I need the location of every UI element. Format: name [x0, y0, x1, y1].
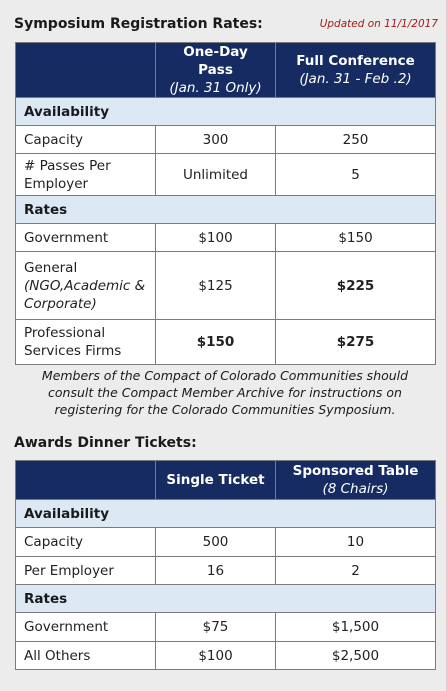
symposium-header [14, 16, 438, 36]
cell-value: $150 [156, 320, 276, 365]
row-label: Professional Services Firms [16, 320, 156, 365]
column-header-single-ticket [156, 461, 276, 500]
column-header-one-day-pass [156, 43, 276, 98]
row-label: # Passes Per Employer [16, 154, 156, 196]
awards-title: Awards Dinner Tickets: [14, 435, 197, 451]
column-name: Sponsored Table [292, 463, 419, 479]
category-row-availability [16, 98, 436, 126]
cell-value: $1,500 [276, 613, 436, 642]
header-blank-cell [16, 461, 156, 500]
row-label: General [24, 259, 78, 276]
cell-value: $125 [156, 252, 276, 320]
row-label: Capacity [16, 126, 156, 154]
row-label: Capacity [16, 528, 156, 557]
table-row [16, 252, 436, 320]
cell-value: 500 [156, 528, 276, 557]
column-header-sponsored-table [276, 461, 436, 500]
row-label: Per Employer [16, 557, 156, 585]
cell-value: $225 [276, 252, 436, 320]
cell-value: 250 [276, 126, 436, 154]
category-label: Availability [16, 500, 436, 528]
symposium-title: Symposium Registration Rates: [14, 16, 263, 32]
cell-value: 2 [276, 557, 436, 585]
cell-value: $2,500 [276, 642, 436, 670]
row-label-note: (NGO,Academic & Corporate) [24, 277, 146, 312]
cell-value: $150 [276, 224, 436, 252]
cell-value: $100 [156, 224, 276, 252]
column-subtitle: (Jan. 31 Only) [169, 80, 262, 96]
awards-header-row [16, 461, 436, 500]
table-row [16, 224, 436, 252]
row-label: Government [16, 613, 156, 642]
cell-value: 300 [156, 126, 276, 154]
category-row-availability [16, 500, 436, 528]
column-name: One-Day Pass [183, 44, 248, 78]
symposium-header-row [16, 43, 436, 98]
category-label: Rates [16, 585, 436, 613]
table-row [16, 642, 436, 670]
column-subtitle: (Jan. 31 - Feb .2) [299, 71, 412, 87]
column-name: Single Ticket [166, 472, 265, 488]
cell-value: 5 [276, 154, 436, 196]
row-label-cell [16, 252, 156, 320]
cell-value: 10 [276, 528, 436, 557]
cell-value: Unlimited [156, 154, 276, 196]
category-label: Rates [16, 196, 436, 224]
row-label: All Others [16, 642, 156, 670]
column-header-full-conference [276, 43, 436, 98]
category-row-rates [16, 196, 436, 224]
table-row [16, 557, 436, 585]
row-label: Government [16, 224, 156, 252]
table-row [16, 154, 436, 196]
table-row [16, 613, 436, 642]
cell-value: 16 [156, 557, 276, 585]
symposium-rates-table [15, 42, 436, 365]
table-row [16, 320, 436, 365]
table-row [16, 528, 436, 557]
updated-date: Updated on 11/1/2017 [319, 18, 438, 30]
cell-value: $100 [156, 642, 276, 670]
column-name: Full Conference [296, 53, 415, 69]
awards-dinner-table [15, 460, 436, 670]
member-note: Members of the Compact of Colorado Communities should consult the Compact Member Archive for instructions on registering for the Colorado Communities Symposium. [41, 368, 409, 417]
category-row-rates [16, 585, 436, 613]
table-row [16, 126, 436, 154]
cell-value: $275 [276, 320, 436, 365]
cell-value: $75 [156, 613, 276, 642]
category-label: Availability [16, 98, 436, 126]
header-blank-cell [16, 43, 156, 98]
column-subtitle: (8 Chairs) [322, 481, 389, 497]
